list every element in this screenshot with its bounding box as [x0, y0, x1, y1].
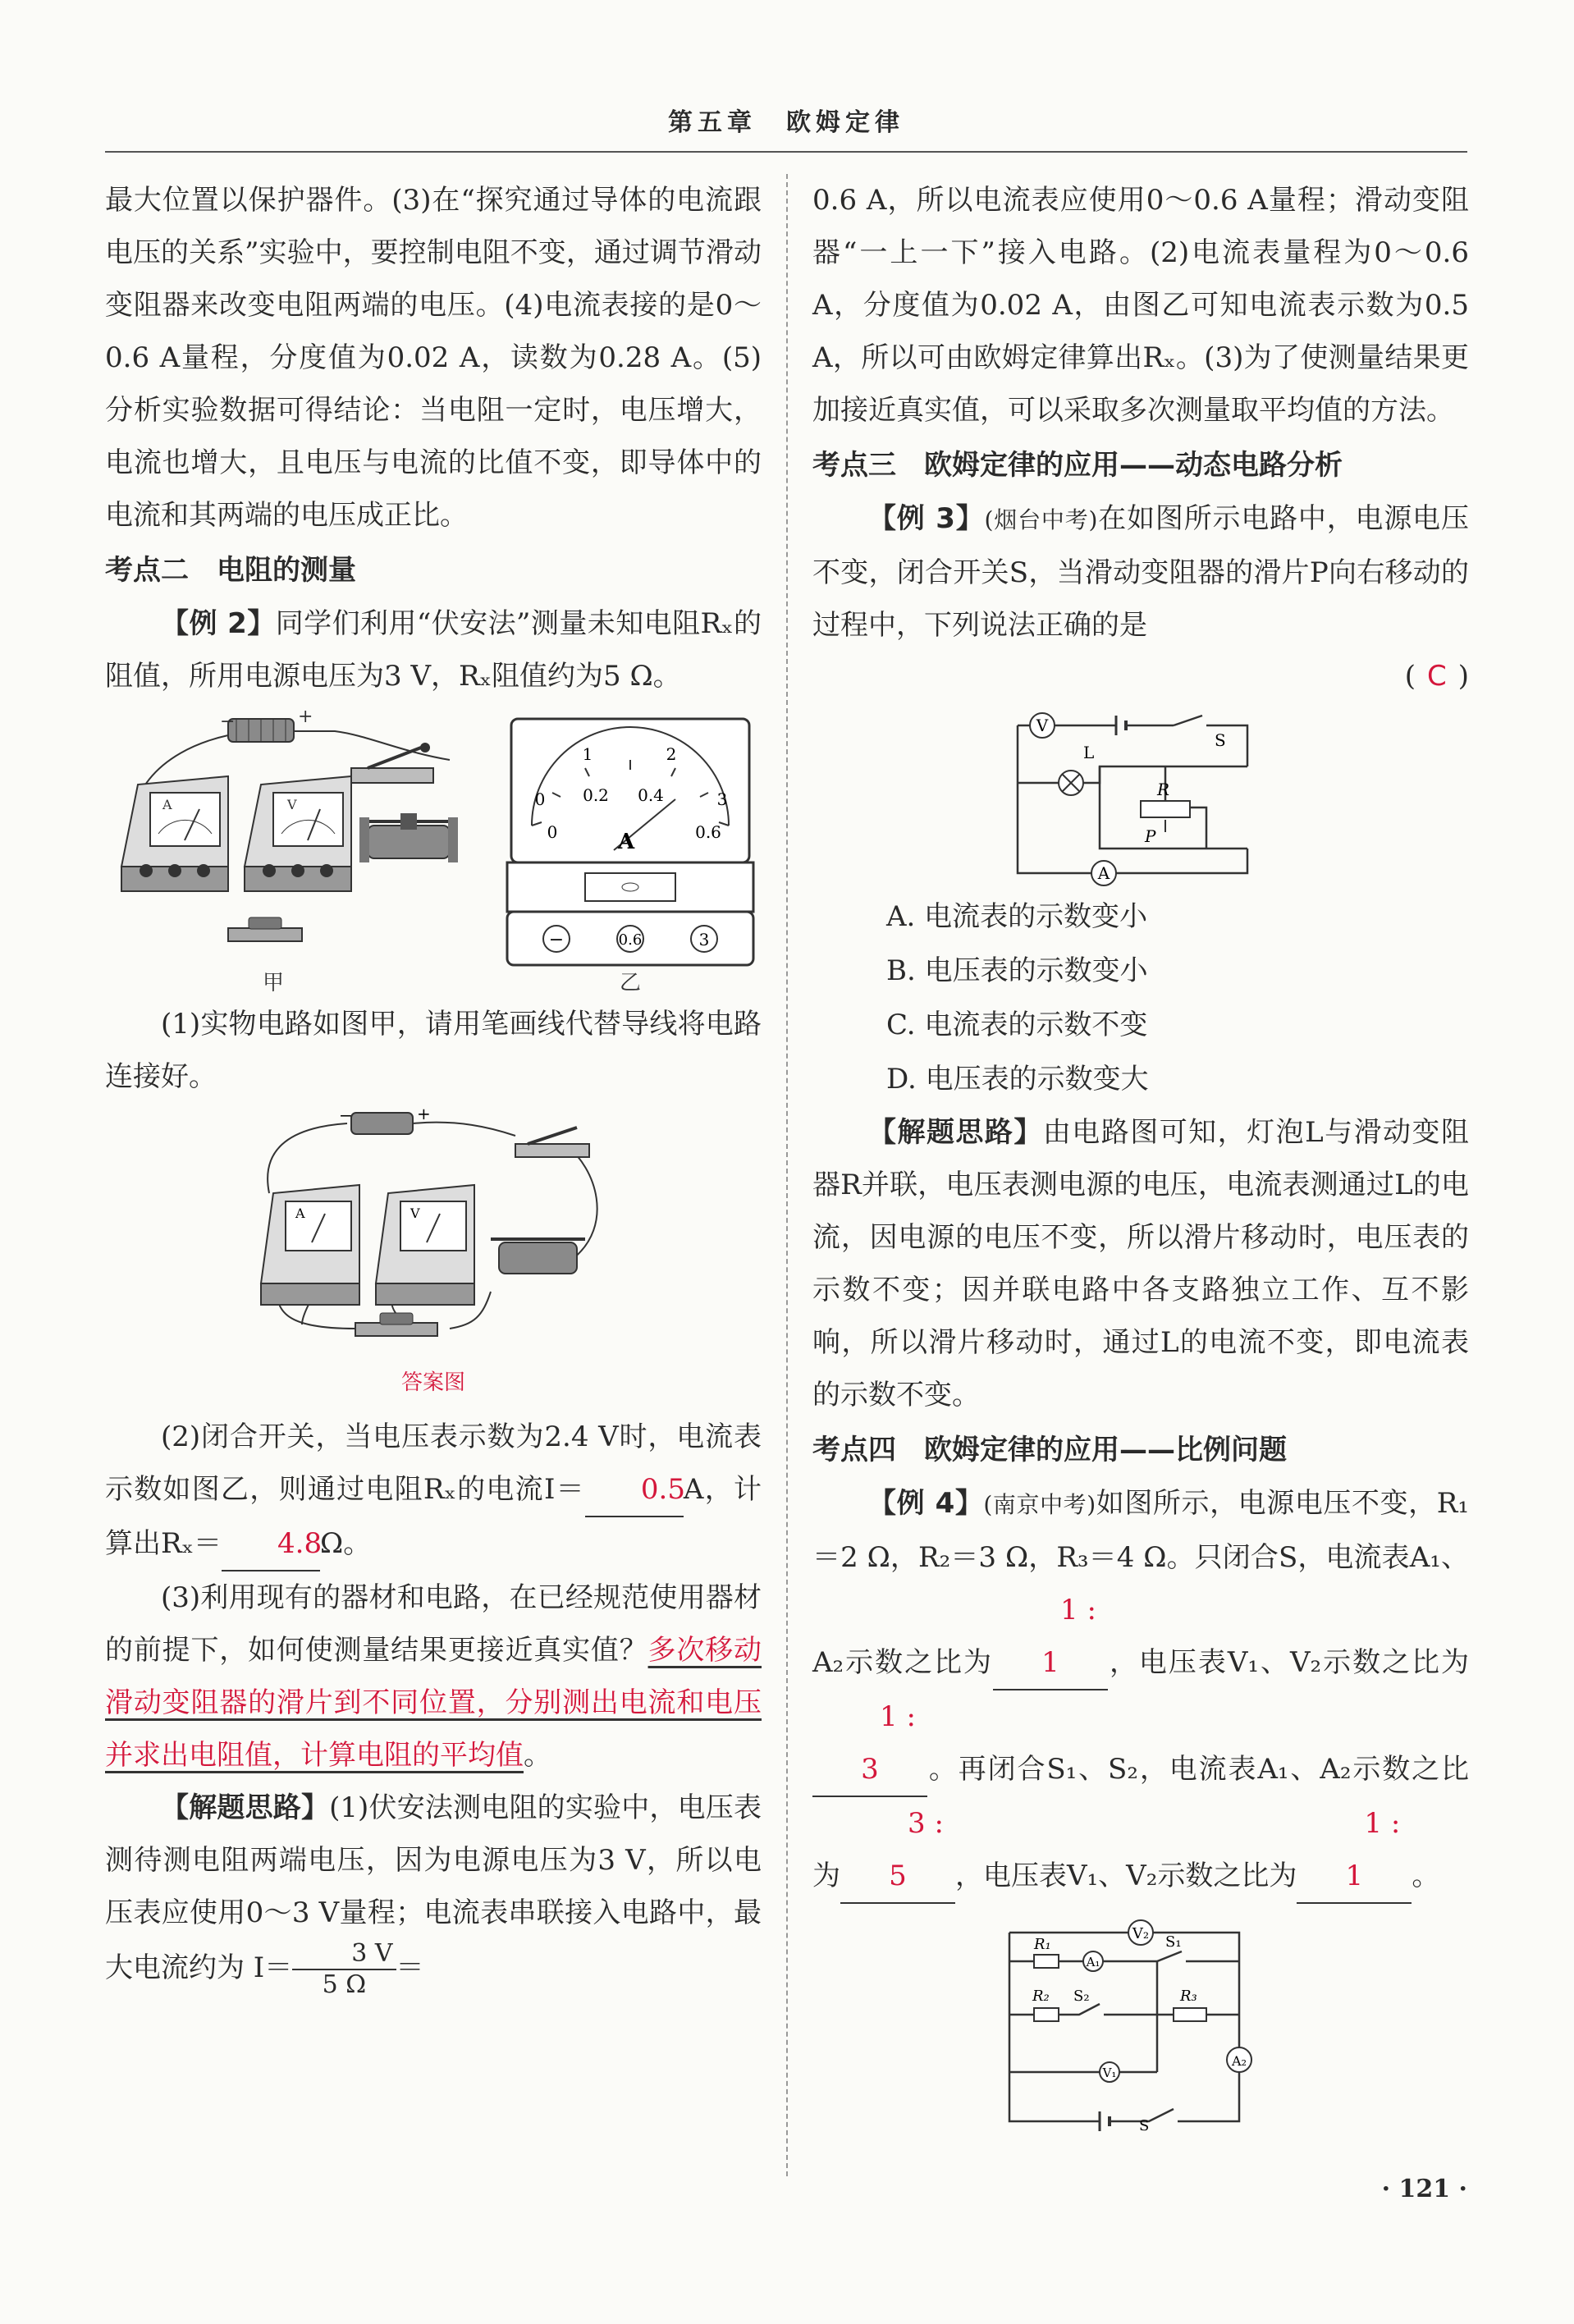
question-2 [105, 1411, 762, 1571]
answer-figure-caption: 答案图 [400, 1370, 465, 1395]
circuit-diagram-example-3 [812, 701, 1469, 890]
section-heading-3: 考点三 欧姆定律的应用——动态电路分析 [812, 449, 1343, 482]
circuit3-P: P [1145, 826, 1156, 846]
solution-3-tag: 【解题思路】 [868, 1116, 1043, 1149]
fraction-current [292, 1939, 396, 2000]
meter-bottom-0: 0 [547, 822, 558, 842]
solution-2 [105, 1782, 762, 2000]
ammeter-reading-figure [507, 719, 753, 965]
question-1: (1)实物电路如图甲，请用笔画线代替导线将电路连接好。 [105, 1008, 762, 1093]
chapter-header [105, 98, 1467, 153]
figure-jia-yi [105, 702, 762, 998]
example-2-text: 同学们利用“伏安法”测量未知电阻Rₓ的阻值，所用电源电压为3 V，Rₓ阻值约为5 Ω。 [105, 607, 762, 693]
option-a: A. 电流表的示数变小 [886, 900, 1148, 933]
right-column [812, 174, 1469, 2134]
circuit4-S: S [1139, 2117, 1150, 2134]
options-list [812, 890, 1469, 1106]
right-paragraph-1: 0.6 A，所以电流表应使用0～0.6 A量程；滑动变阻器“一上一下”接入电路。(2)电流表量程为0～0.6 A，分度值为0.02 A，由图乙可知电流表示数为0.5 A，所以可由欧姆定律算出Rₓ。(3)为了使测量结果更加接近真实值，可以采取多次测量取平均值的方法。 [812, 184, 1469, 427]
chapter-title: 第五章 欧姆定律 [668, 108, 904, 137]
question-3-end: 。 [524, 1739, 551, 1772]
resistor-r3-symbol [1174, 2008, 1206, 2021]
answer-ratio-c: 3 : 5 [840, 1797, 955, 1904]
circuit3-V: V [1036, 716, 1049, 735]
example-3-answer: C [1426, 660, 1447, 693]
battery-icon [220, 707, 313, 742]
rheostat-symbol [1141, 801, 1190, 817]
answer-ammeter-icon [261, 1185, 359, 1305]
resistor-r1-symbol [1034, 1955, 1059, 1968]
svg-text:−: − [339, 1105, 353, 1125]
answer-figure [105, 1103, 762, 1366]
svg-text:+: + [298, 707, 313, 727]
svg-text:V: V [287, 797, 297, 812]
solution-3-text: 由电路图可知，灯泡L与滑动变阻器R并联，电压表测电源的电压，电流表测通过L的电流，因电源的电压不变，所以滑片移动时，电压表的示数不变；因并联电路中各支路独立工作、互不影响，所以滑片移动时，通过L的电流不变，即电流表的示数不变。 [812, 1116, 1470, 1411]
meter-top-3: 3 [716, 789, 728, 809]
example-4-source: (南京中考) [983, 1491, 1096, 1518]
meter-top-1: 1 [582, 744, 593, 764]
terminal-3: 3 [698, 930, 710, 949]
example-2-tag: 【例 2】 [161, 607, 276, 640]
column-divider [786, 174, 788, 2176]
question-3-text: (3)利用现有的器材和电路，在已经规范使用器材的前提下，如何使测量结果更接近真实值？ [105, 1581, 762, 1667]
circuit3-A: A [1097, 863, 1110, 883]
voltmeter-device-icon [245, 776, 351, 891]
circuit4-R1: R₁ [1034, 1936, 1051, 1953]
option-d: D. 电压表的示数变大 [886, 1063, 1149, 1096]
svg-text:V: V [410, 1205, 420, 1221]
fraction-denominator: 5 Ω [322, 1970, 367, 1999]
terminal-minus: − [548, 930, 565, 950]
meter-bottom-0.2: 0.2 [583, 785, 609, 805]
option-b: B. 电压表的示数变小 [886, 954, 1148, 987]
example-4-text-b: ，电压表V₁、V₂示数之比为 [1108, 1646, 1469, 1679]
example-4-text-a: 如图所示，电源电压不变，R₁＝2 Ω，R₂＝3 Ω，R₃＝4 Ω。只闭合S，电流表A₁、A₂示数之比为 [812, 1487, 1469, 1679]
answer-method: 多次移动滑动变阻器的滑片到不同位置，分别测出电流和电压并求出电阻值，计算电阻的平均值 [105, 1634, 762, 1772]
figure-label-yi: 乙 [619, 971, 642, 995]
answer-battery-icon [339, 1104, 431, 1134]
example-3-text: 在如图所示电路中，电源电压不变，闭合开关S，当滑动变阻器的滑片P向右移动的过程中，下列说法正确的是 [812, 502, 1469, 642]
rheostat-icon [359, 813, 458, 862]
meter-top-2: 2 [666, 744, 677, 764]
answer-rheostat-icon [491, 1239, 585, 1274]
meter-bottom-0.4: 0.4 [638, 785, 664, 805]
example-4 [812, 1477, 1469, 1904]
example-3-answer-bracket: ( C ) [1404, 660, 1469, 693]
example-2 [105, 597, 762, 702]
svg-text:−: − [220, 711, 236, 732]
terminal-0.6: 0.6 [618, 931, 643, 949]
circuit4-A2: A₂ [1232, 2053, 1247, 2069]
question-2-text-c: Ω。 [320, 1527, 372, 1560]
fraction-numerator: 3 V [292, 1939, 396, 1970]
svg-text:A: A [162, 797, 172, 812]
figure-label-jia: 甲 [262, 971, 285, 995]
question-3 [105, 1571, 762, 1782]
left-paragraph-1: 最大位置以保护器件。(3)在“探究通过导体的电流跟电压的关系”实验中，要控制电阻不变，通过调节滑动变阻器来改变电阻两端的电压。(4)电流表接的是0～0.6 A量程，分度值为0.02 A，读数为0.28 A。(5)分析实验数据可得结论：当电阻一定时，电压增大，电流也增大，且电压与电流的比值不变，即导体中的电流和其两端的电压成正比。 [105, 184, 762, 532]
example-3 [812, 492, 1469, 652]
answer-resistor-icon [355, 1313, 437, 1336]
example-4-text-e: 。 [1412, 1860, 1440, 1892]
answer-ratio-b: 1 : 3 [812, 1690, 927, 1797]
example-4-tag: 【例 4】 [868, 1487, 984, 1520]
answer-ratio-a: 1 : 1 [993, 1584, 1108, 1690]
circuit3-R: R [1157, 780, 1170, 799]
meter-unit: A [618, 830, 635, 854]
circuit4-V2: V₂ [1132, 1925, 1150, 1942]
resistor-r2-symbol [1034, 2008, 1059, 2021]
circuit-diagram-example-4 [812, 1904, 1469, 2134]
question-2-text-b: A，计算出Rₓ＝ [105, 1473, 762, 1560]
solution-3 [812, 1106, 1469, 1421]
answer-voltmeter-icon [376, 1185, 474, 1305]
answer-current: 0.5 [585, 1463, 684, 1517]
circuit4-S2: S₂ [1073, 1988, 1090, 2005]
section-heading-2: 考点二 电阻的测量 [105, 554, 356, 587]
circuit3-L: L [1083, 743, 1095, 762]
svg-text:A: A [295, 1205, 305, 1221]
fraction-equals: ＝ [396, 1951, 424, 1984]
answer-resistance: 4.8 [222, 1517, 320, 1571]
question-2-text-a: (2)闭合开关，当电压表示数为2.4 V时，电流表示数如图乙，则通过电阻Rₓ的电流I＝ [105, 1420, 762, 1506]
meter-bottom-0.6: 0.6 [695, 822, 721, 842]
option-c: C. 电流表的示数不变 [886, 1009, 1148, 1041]
meter-top-0: 0 [534, 789, 546, 809]
circuit4-R2: R₂ [1032, 1988, 1050, 2005]
example-3-source: (烟台中考) [984, 506, 1098, 533]
ammeter-device-icon [121, 776, 228, 891]
circuit4-V1: V₁ [1102, 2066, 1117, 2080]
example-3-tag: 【例 3】 [868, 502, 985, 535]
solution-2-text: (1)伏安法测电阻的实验中，电压表测待测电阻两端电压，因为电源电压为3 V，所以电压表应使用0～3 V量程；电流表串联接入电路中，最大电流约为 I＝ [105, 1791, 762, 1984]
circuit4-A1: A₁ [1086, 1955, 1100, 1969]
switch-icon [351, 743, 433, 783]
left-column [105, 174, 762, 2000]
resistor-icon [228, 917, 302, 941]
svg-text:+: + [417, 1104, 431, 1123]
example-4-text-c: 。再闭合S₁、S₂，电流表A₁、A₂示数之比为 [812, 1753, 1469, 1892]
example-4-text-d: ，电压表V₁、V₂示数之比为 [955, 1860, 1297, 1892]
answer-switch-icon [515, 1128, 589, 1157]
circuit4-S1: S₁ [1165, 1933, 1182, 1951]
circuit4-R3: R₃ [1180, 1988, 1197, 2005]
circuit3-S: S [1215, 730, 1226, 750]
page-number: · 121 · [1381, 2175, 1467, 2203]
answer-ratio-d: 1 : 1 [1297, 1797, 1412, 1904]
section-heading-4: 考点四 欧姆定律的应用——比例问题 [812, 1434, 1287, 1466]
solution-2-tag: 【解题思路】 [161, 1791, 330, 1824]
